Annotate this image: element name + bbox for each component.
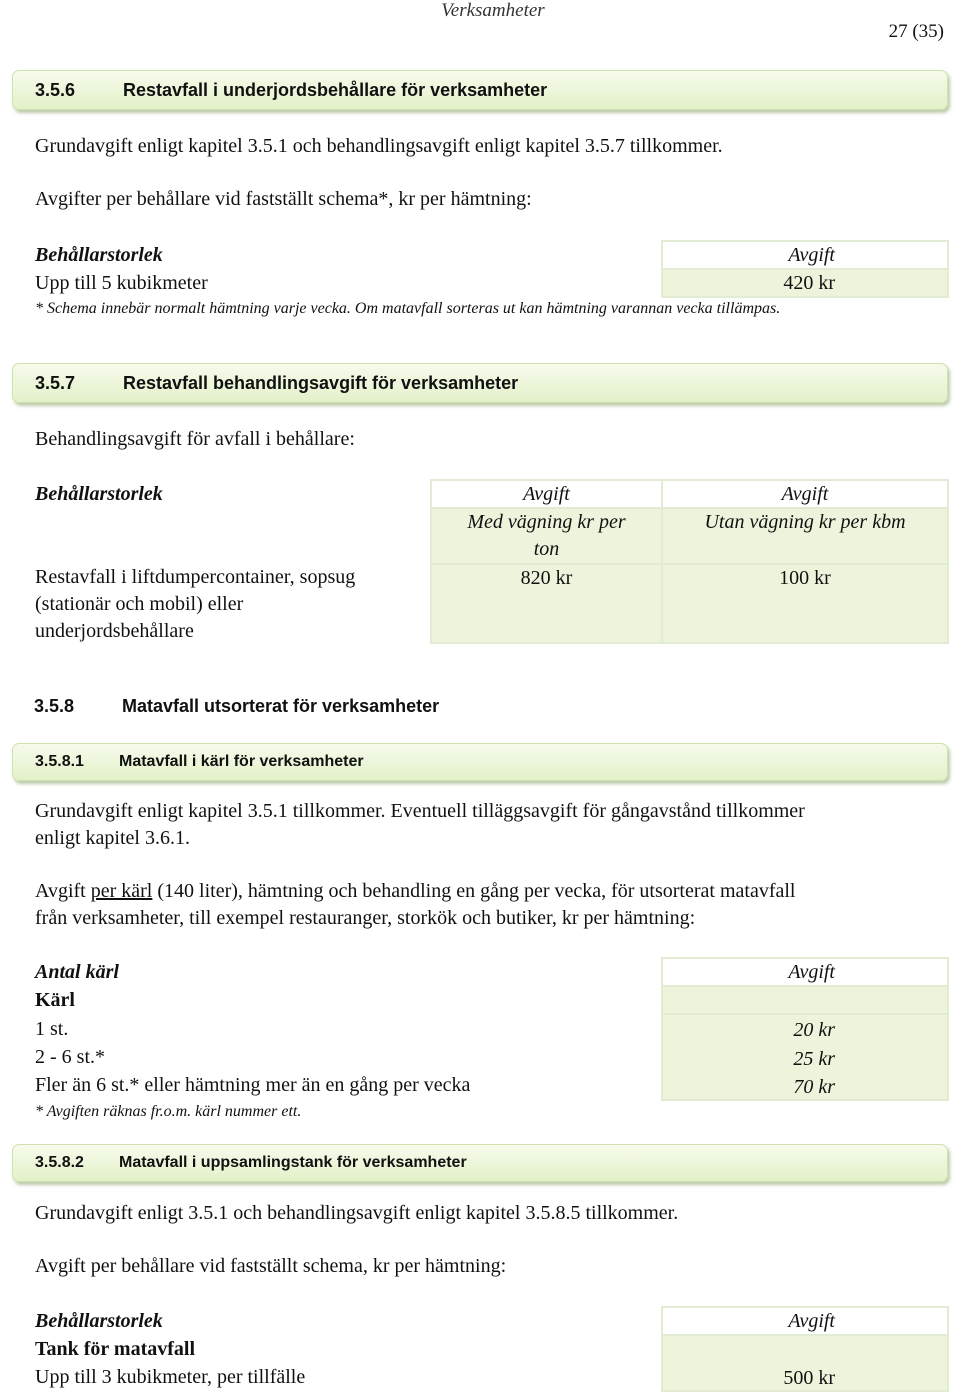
table-row-label: Upp till 5 kubikmeter (35, 272, 208, 294)
table-header-size: Behållarstorlek (35, 483, 163, 505)
footnote: * Avgiften räknas fr.o.m. kärl nummer ett. (35, 1103, 302, 1120)
fee-value: 420 kr (783, 272, 835, 294)
section-number: 3.5.8.1 (35, 753, 84, 770)
table-header-fee-label: Avgift (781, 483, 829, 505)
table-value-cell (661, 1334, 949, 1392)
section-heading-3-5-8-2 (12, 1144, 948, 1182)
section-heading-3-5-7 (12, 363, 948, 403)
paragraph-line: enligt kapitel 3.6.1. (35, 827, 190, 849)
section-number: 3.5.7 (35, 373, 76, 393)
section-title: Restavfall i underjordsbehållare för verksamheter (123, 80, 548, 100)
table-header-fee-label: Avgift (788, 1310, 835, 1332)
table-header-fee-without (661, 479, 949, 509)
table-row-label: Fler än 6 st.* eller hämtning mer än en gång per vecka (35, 1074, 471, 1096)
document-header-title: Verksamheter (441, 0, 545, 21)
table-cell-with-weighing (430, 563, 663, 644)
table-header-fee-label: Avgift (788, 961, 835, 983)
section-title: Matavfall utsorterat för verksamheter (122, 696, 440, 716)
section-title: Matavfall i uppsamlingstank för verksamheter (119, 1154, 467, 1171)
subheader-line: Utan vägning kr per kbm (704, 511, 906, 533)
text-segment: (140 liter), hämtning och behandling en gång per vecka, för utsorterat matavfall (152, 880, 796, 902)
fee-value: 70 kr (793, 1076, 835, 1098)
section-heading-3-5-8-1 (12, 743, 948, 781)
fee-value: 20 kr (793, 1019, 835, 1041)
subheader-line: ton (533, 538, 560, 560)
fee-value: 100 kr (779, 567, 831, 589)
table-row-label: 1 st. (35, 1018, 69, 1040)
table-header-size: Behållarstorlek (35, 1310, 163, 1332)
paragraph-line: från verksamheter, till exempel restauranger, storkök och butiker, kr per hämtning: (35, 907, 696, 929)
section-heading-3-5-8 (34, 696, 440, 717)
subheader-line: Med vägning kr per (467, 511, 626, 533)
table-header-count: Antal kärl (35, 961, 119, 983)
table-header-fee-label: Avgift (788, 244, 835, 266)
table-row-label: 2 - 6 st.* (35, 1046, 105, 1068)
table-header-size: Behållarstorlek (35, 244, 163, 266)
text-segment: Avgift (35, 880, 91, 902)
table-cell-without-weighing (661, 563, 949, 644)
footnote: * Schema innebär normalt hämtning varje vecka. Om matavfall sorteras ut kan hämtning varannan vecka tillämpas. (35, 300, 781, 317)
table-header-fee (661, 240, 949, 270)
paragraph: Grundavgift enligt kapitel 3.5.1 och behandlingsavgift enligt kapitel 3.5.7 tillkommer. (35, 135, 723, 157)
paragraph: Avgift per behållare vid fastställt schema, kr per hämtning: (35, 1255, 507, 1277)
table-row-label-line: underjordsbehållare (35, 620, 194, 642)
table-row-label-line: Restavfall i liftdumpercontainer, sopsug (35, 566, 356, 588)
table-subheader-without-weighing (661, 507, 949, 565)
section-number: 3.5.8 (34, 696, 75, 716)
section-heading-3-5-6 (12, 70, 948, 110)
table-group-label: Tank för matavfall (35, 1338, 196, 1360)
underlined-text: per kärl (90, 880, 153, 902)
section-number: 3.5.6 (35, 80, 76, 100)
table-header-fee-with (430, 479, 663, 509)
fee-value: 820 kr (520, 567, 573, 589)
paragraph: Avgifter per behållare vid fastställt schema*, kr per hämtning: (35, 188, 532, 210)
section-title: Matavfall i kärl för verksamheter (119, 753, 364, 770)
paragraph-line (35, 878, 795, 905)
paragraph: Behandlingsavgift för avfall i behållare: (35, 428, 355, 450)
section-number: 3.5.8.2 (35, 1154, 84, 1171)
fee-value: 25 kr (793, 1047, 835, 1070)
paragraph-line: Grundavgift enligt kapitel 3.5.1 tillkommer. Eventuell tilläggsavgift för gångavstånd tillkommer (35, 800, 805, 822)
section-title: Restavfall behandlingsavgift för verksamheter (123, 373, 519, 393)
table-row-value (661, 268, 949, 298)
table-subheader-with-weighing (430, 507, 663, 565)
table-header-fee (661, 1306, 949, 1336)
table-row-label-line: (stationär och mobil) eller (35, 593, 244, 615)
table-header-fee-label: Avgift (523, 483, 570, 505)
table-group-label: Kärl (35, 989, 75, 1011)
table-row-label: Upp till 3 kubikmeter, per tillfälle (35, 1366, 306, 1388)
paragraph: Grundavgift enligt 3.5.1 och behandlingsavgift enligt kapitel 3.5.8.5 tillkommer. (35, 1202, 679, 1224)
table-values-cell (661, 1013, 949, 1101)
table-header-fee (661, 957, 949, 987)
fee-value: 500 kr (783, 1367, 835, 1389)
page-number: 27 (35) (888, 21, 944, 42)
table-group-cell (661, 985, 949, 1015)
